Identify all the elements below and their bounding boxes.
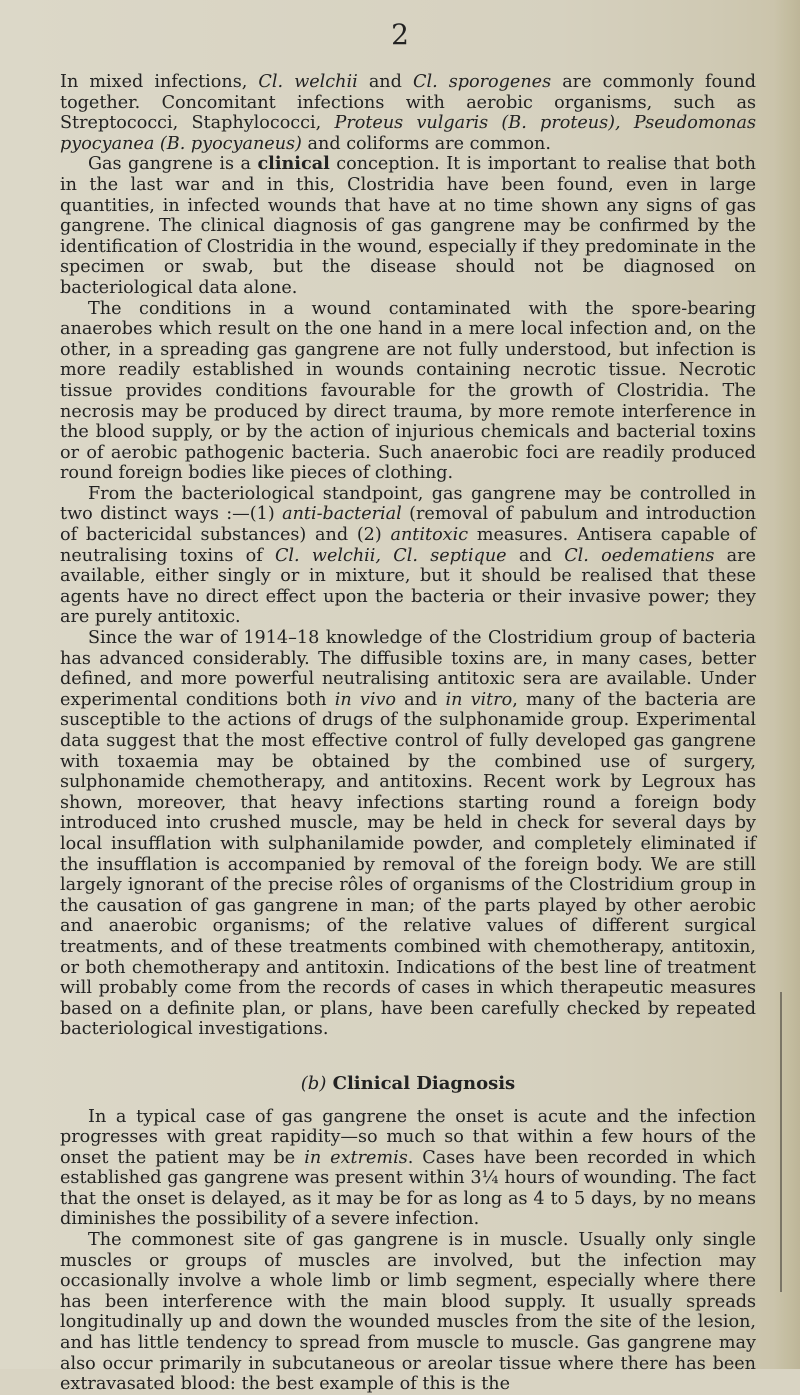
text-run: Since the war of 1914–18 knowledge of the Clostridium group of bacteria has advanced considerably. The diffusible toxins are, in many cases, better defined, and more powerful neutralising antitoxic sera are available. Under experimental conditions both	[60, 628, 756, 710]
section-a-text	[60, 72, 756, 1040]
text-run: . Cases have been recorded in which established gas gangrene was present within 3¼ hours of wounding. The fact that the onset is delayed, as it may be for as long as 4 to 5 days, by no means diminishes the possibility of a severe infection.	[60, 1147, 757, 1230]
text-run: The commonest site of gas gangrene is in muscle. Usually only single muscles or groups of muscles are involved, but the infection may occasionally involve a whole limb or limb segment, especially where there has been interference with the main blood supply. It usually spreads longitudinally up and down the wounded muscles from the site of the lesion, and has little tendency to spread from muscle to muscle. Gas gangrene may also occur primarily in subcutaneous or areolar tissue where there has been extravasated blood: the best example of this is the	[60, 1230, 756, 1395]
italic-run: anti-bacterial	[282, 504, 402, 525]
page-body	[60, 72, 756, 1395]
italic-run: Proteus vulgaris (B. proteus), Pseudomonas pyocyanea (B. pyocyaneus)	[60, 113, 756, 154]
page-number: 2	[391, 18, 409, 51]
text-run: measures. Antisera capable of neutralising toxins of	[60, 525, 756, 566]
paragraph	[60, 299, 756, 484]
text-run: Gas gangrene is a	[88, 154, 258, 175]
text-run: are commonly found together. Concomitant infections with aerobic organisms, such as Streptococci, Staphylococci,	[60, 72, 757, 134]
italic-run: Cl. sporogenes	[413, 72, 552, 92]
italic-run: Cl. welchii, Cl. septique	[274, 545, 507, 566]
text-run: The conditions in a wound contaminated with the spore-bearing anaerobes which result on the one hand in a mere local infection and, on the other, in a spreading gas gangrene are not fully understood, but infection is more readily established in wounds containing necrotic tissue. Necrotic tissue provides conditions favourable for the growth of Clostridia. The necrosis may be produced by direct trauma, by more remote interference in the blood supply, or by the action of injurious chemicals and bacterial toxins or of aerobic pathogenic bacteria. Such anaerobic foci are readily produced round foreign bodies like pieces of clothing.	[60, 298, 756, 484]
section-b-text	[60, 1107, 756, 1395]
paragraph	[60, 628, 756, 1040]
section-heading	[60, 1074, 756, 1095]
margin-line	[780, 992, 782, 1292]
text-run: (removal of pabulum and introduction of bactericidal substances) and (2)	[60, 504, 756, 546]
paragraph	[60, 1107, 756, 1231]
text-run: and coliforms are common.	[301, 133, 551, 154]
section-marker: (b)	[300, 1072, 327, 1094]
bold-run: clinical	[257, 153, 330, 175]
italic-run: Cl. welchii	[258, 72, 358, 92]
section-title: Clinical Diagnosis	[332, 1072, 516, 1094]
text-run: and	[396, 689, 446, 710]
paragraph	[60, 72, 756, 154]
paragraph	[60, 1230, 756, 1395]
italic-run: in vivo	[334, 689, 396, 710]
italic-run: antitoxic	[390, 525, 469, 546]
text-run: conception. It is important to realise that both in the last war and in this, Clostridia have been found, even in large quantities, in infected wounds that have at no time shown any signs of gas gangrene. The clinical diagnosis of gas gangrene may be confirmed by the identification of Clostridia in the wound, especially if they predominate in the specimen or swab, but the disease should not be diagnosed on bacteriological data alone.	[60, 154, 757, 298]
text-run: In mixed infections,	[60, 72, 259, 92]
page-edge-shadow	[774, 0, 800, 1369]
text-run: and	[506, 545, 565, 566]
text-run: are available, either singly or in mixture, but it should be realised that these agents have no direct effect upon the bacteria or their invasive power; they are purely antitoxic.	[60, 545, 756, 628]
text-run: In a typical case of gas gangrene the onset is acute and the infection progresses with great rapidity—so much so that within a few hours of the onset the patient may be	[60, 1106, 756, 1168]
paragraph	[60, 484, 756, 628]
text-run: and	[357, 72, 413, 92]
paragraph	[60, 154, 756, 298]
text-run: , many of the bacteria are susceptible to the actions of drugs of the sulphonamide group. Experimental data suggest that the most effective control of fully developed gas gangrene with toxaemia may be obtained by the combined use of surgery, sulphonamide chemotherapy, and antitoxins. Recent work by Legroux has shown, moreover, that heavy infections starting round a foreign body introduced into crushed muscle, may be held in check for several days by local insufflation with sulphanilamide powder, and completely eliminated if the insufflation is accompanied by removal of the foreign body. We are still largely ignorant of the precise rôles of organisms of the Clostridium group in the causation of gas gangrene in man; of the parts played by other aerobic and anaerobic organisms; of the relative values of different surgical treatments, and of these treatments combined with chemotherapy, antitoxin, or both chemotherapy and antitoxin. Indications of the best line of treatment will probably come from the records of cases in which therapeutic measures based on a definite plan, or plans, have been carefully checked by repeated bacteriological investigations.	[60, 689, 756, 1040]
italic-run: Cl. oedematiens	[564, 545, 715, 566]
italic-run: in extremis	[304, 1147, 408, 1168]
text-run: From the bacteriological standpoint, gas gangrene may be controlled in two distinct ways :—(1)	[60, 483, 756, 525]
italic-run: in vitro	[445, 689, 513, 710]
